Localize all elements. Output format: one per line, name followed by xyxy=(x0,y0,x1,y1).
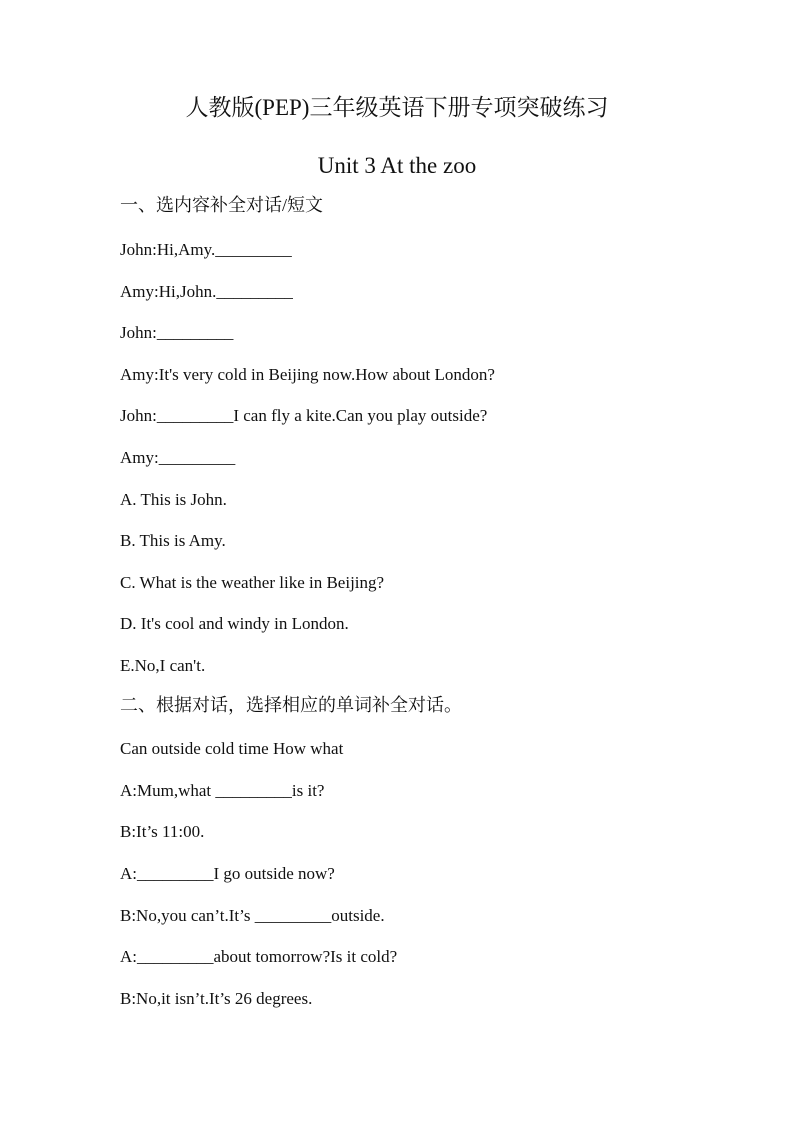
answer-option: B. This is Amy. xyxy=(120,531,226,550)
dialogue-line: B:It’s 11:00. xyxy=(120,822,205,841)
answer-option: E.No,I can't. xyxy=(120,656,206,675)
dialogue-line: A:_________I go outside now? xyxy=(120,864,335,883)
answer-option: D. It's cool and windy in London. xyxy=(120,614,349,633)
dialogue-line: B:No,you can’t.It’s _________outside. xyxy=(120,906,385,925)
answer-option: A. This is John. xyxy=(120,490,227,509)
answer-option: C. What is the weather like in Beijing? xyxy=(120,573,385,592)
document-title: 人教版(PEP)三年级英语下册专项突破练习 xyxy=(185,95,609,120)
dialogue-line: Amy:It's very cold in Beijing now.How about London? xyxy=(120,365,495,384)
section-one-heading: 一、选内容补全对话/短文 xyxy=(120,195,323,215)
dialogue-line: John:_________I can fly a kite.Can you play outside? xyxy=(120,406,488,425)
dialogue-line: A:Mum,what _________is it? xyxy=(120,781,325,800)
dialogue-line: A:_________about tomorrow?Is it cold? xyxy=(120,947,398,966)
section-two-heading: 二、根据对话，选择相应的单词补全对话。 xyxy=(120,695,462,715)
dialogue-line: B:No,it isn’t.It’s 26 degrees. xyxy=(120,989,313,1008)
unit-subtitle: Unit 3 At the zoo xyxy=(317,153,477,178)
dialogue-line: John:_________ xyxy=(120,323,234,342)
dialogue-line: Amy:_________ xyxy=(120,448,236,467)
word-bank: Can outside cold time How what xyxy=(120,739,344,758)
dialogue-line: John:Hi,Amy._________ xyxy=(120,240,292,259)
dialogue-line: Amy:Hi,John._________ xyxy=(120,282,293,301)
